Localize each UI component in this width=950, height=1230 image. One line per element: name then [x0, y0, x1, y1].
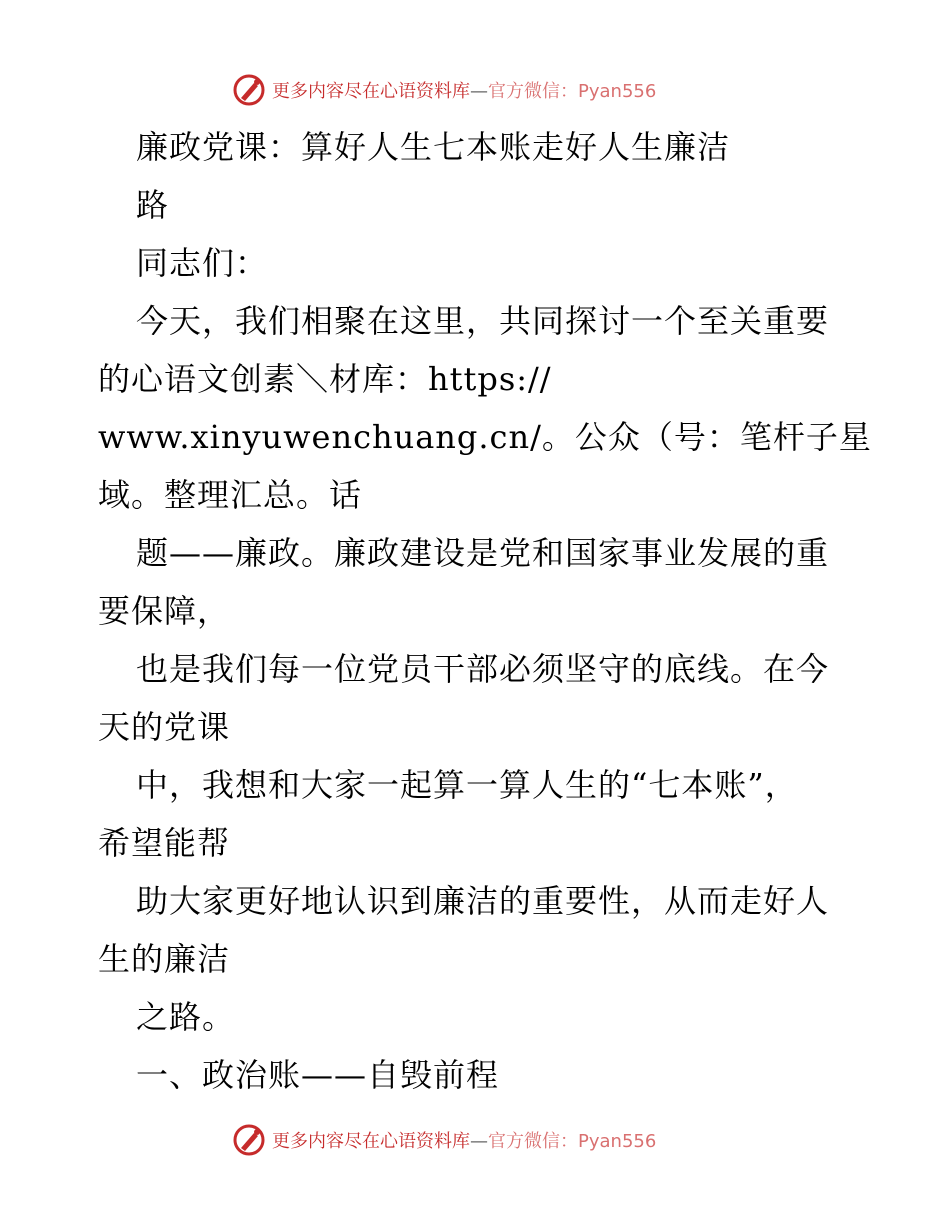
body-text-line: 路 — [136, 186, 170, 224]
body-text-line: 域。整理汇总。话 — [98, 476, 363, 514]
pen-logo-icon — [232, 73, 266, 107]
body-text-line: 中，我想和大家一起算一算人生的“七本账”， — [136, 766, 798, 804]
body-text-line: 生的廉洁 — [98, 940, 231, 978]
body-text-line: 天的党课 — [98, 708, 231, 746]
footer-watermark — [232, 1120, 656, 1160]
body-text-line: 题——廉政。廉政建设是党和国家事业发展的重 — [136, 534, 830, 572]
body-text-line: 的心语文创素＼材库：https:// — [98, 360, 552, 398]
header-watermark-text — [272, 77, 656, 103]
body-text-line: 同志们： — [136, 244, 269, 282]
document-body — [98, 118, 872, 1104]
header-brand: 更多内容尽在心语资料库 — [272, 81, 470, 102]
footer-brand: 更多内容尽在心语资料库 — [272, 1131, 470, 1152]
header-watermark — [232, 70, 656, 110]
body-text-line: 也是我们每一位党员干部必须坚守的底线。在今 — [136, 650, 830, 688]
header-separator: — — [470, 81, 488, 102]
pen-logo-icon — [232, 1123, 266, 1157]
body-text-line: 一、政治账——自毁前程 — [136, 1056, 500, 1094]
body-text-line: 之路。 — [136, 998, 236, 1036]
body-text-line: 今天，我们相聚在这里，共同探讨一个至关重要 — [136, 302, 830, 340]
body-text-line: 要保障， — [98, 592, 231, 630]
header-contact-id: Pyan556 — [578, 81, 657, 102]
footer-watermark-text — [272, 1127, 656, 1153]
body-text-line: 廉政党课：算好人生七本账走好人生廉洁 — [136, 128, 731, 166]
footer-contact-id: Pyan556 — [578, 1131, 657, 1152]
body-text-line: 助大家更好地认识到廉洁的重要性，从而走好人 — [136, 882, 830, 920]
body-text-line: 希望能帮 — [98, 824, 231, 862]
body-text-line: www.xinyuwenchuang.cn/。公众（号：笔杆子星 — [98, 418, 872, 456]
footer-contact-label: 官方微信： — [488, 1131, 578, 1152]
header-contact-label: 官方微信： — [488, 81, 578, 102]
footer-separator: — — [470, 1131, 488, 1152]
